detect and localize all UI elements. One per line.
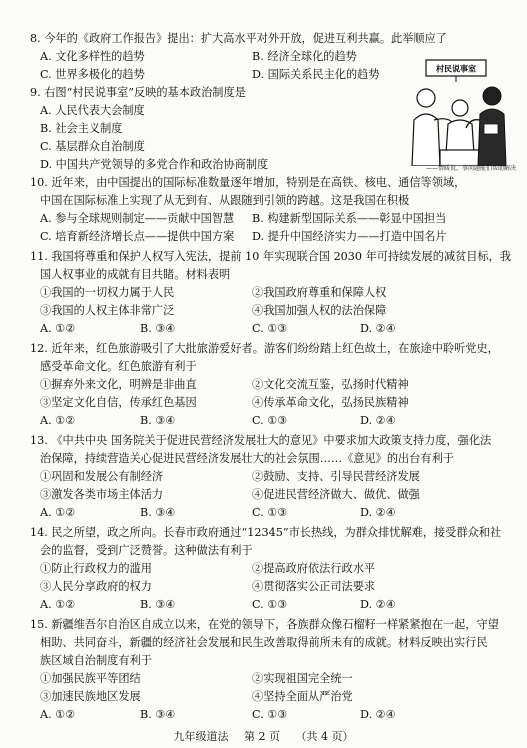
q11-item-3: ③我国的人权主体非常广泛 [40, 304, 175, 317]
q8-option-d: D. 国际关系民主化的趋势 [252, 68, 380, 81]
q11-item-2: ②我国政府尊重和保障人权 [252, 286, 387, 299]
footer-page: 第 2 页 [244, 730, 280, 743]
question-14-stem-2: 会的监督，受到广泛赞誉。这种做法有利于 [40, 544, 253, 557]
question-12-stem-1: 12. 近年来，红色旅游吸引了大批旅游爱好者。游客们纷纷踏上红色故土，在旅途中聆听党史， [30, 342, 499, 355]
question-8-stem: 8. 今年的《政府工作报告》提出：扩大高水平对外开放，促进互利共赢。此举顺应了 [30, 32, 447, 45]
q15-item-2: ②实现祖国完全统一 [252, 672, 353, 685]
q13-option-b: B. ③④ [140, 506, 176, 519]
q15-item-3: ③加速民族地区发展 [40, 690, 141, 703]
q11-option-d: D. ②④ [360, 322, 396, 335]
q14-item-2: ②提高政府依法行政水平 [252, 562, 376, 575]
question-11-stem-1: 11. 我国将尊重和保护人权写入宪法，提前 10 年实现联合国 2030 年可持续发展的减贫目标，我 [30, 250, 512, 263]
q14-option-b: B. ③④ [140, 598, 176, 611]
illustration-caption: ——情暖说，事问题能们帮助解决 [425, 165, 516, 172]
q15-item-1: ①加强民族平等团结 [40, 672, 141, 685]
q14-item-3: ③人民分享政府的权力 [40, 580, 152, 593]
person-left-head [417, 89, 435, 107]
q12-item-2: ②文化交流互鉴，弘扬时代精神 [252, 378, 409, 391]
question-15-stem-2: 相助、共同奋斗，新疆的经济社会发展和民生改善取得前所未有的成就。材料反映出实行民 [40, 636, 488, 649]
q12-option-d: D. ②④ [360, 414, 396, 427]
q11-item-1: ①我国的一切权力属于人民 [40, 286, 175, 299]
q13-item-3: ③激发各类市场主体活力 [40, 488, 164, 501]
q15-option-c: C. ①③ [252, 708, 288, 721]
footer-grade: 九年级道法 [173, 730, 229, 743]
q15-option-b: B. ③④ [140, 708, 176, 721]
q13-item-4: ④促进民营经济做大、做优、做强 [252, 488, 420, 501]
footer-total: （共 4 页） [295, 730, 354, 743]
q11-item-4: ④我国加强人权的法治保障 [252, 304, 387, 317]
question-10-stem-1: 10. 近年来，由中国提出的国际标准数量逐年增加，特别是在高铁、核电、通信等领域， [30, 176, 466, 189]
q12-option-b: B. ③④ [140, 414, 176, 427]
village-talk-room-illustration [404, 58, 514, 166]
q8-option-c: C. 世界多极化的趋势 [40, 68, 145, 81]
table [440, 150, 484, 166]
question-10-stem-2: 中国在国际标准上实现了从无到有、从跟随到引领的跨越。这是我国在积极 [40, 194, 410, 207]
q14-item-4: ④贯彻落实公正司法要求 [252, 580, 376, 593]
question-15-stem-3: 族区域自治制度有利于 [40, 654, 152, 667]
q12-option-a: A. ①② [40, 414, 76, 427]
q12-item-1: ①摒弃外来文化，明辨是非曲直 [40, 378, 197, 391]
q15-option-d: D. ②④ [360, 708, 396, 721]
q13-option-c: C. ①③ [252, 506, 288, 519]
q15-option-a: A. ①② [40, 708, 76, 721]
question-13-stem-1: 13. 《中共中央 国务院关于促进民营经济发展壮大的意见》中要求加大政策支持力度，强化法 [30, 434, 492, 447]
q10-option-a: A. 参与全球规则制定——贡献中国智慧 [40, 212, 235, 225]
q12-item-4: ④传承革命文化，弘扬民族精神 [252, 396, 409, 409]
page-footer [0, 728, 527, 744]
q14-option-d: D. ②④ [360, 598, 396, 611]
q15-item-4: ④坚持全面从严治党 [252, 690, 353, 703]
q13-option-d: D. ②④ [360, 506, 396, 519]
question-9-stem: 9. 右图“村民说事室”反映的基本政治制度是 [30, 86, 246, 99]
person-middle-head [452, 100, 468, 116]
person-middle-body [446, 120, 474, 154]
q9-option-a: A. 人民代表大会制度 [40, 104, 145, 117]
q9-option-d: D. 中国共产党领导的多党合作和政治协商制度 [40, 158, 269, 171]
person-left-body [412, 114, 440, 166]
q14-option-c: C. ①③ [252, 598, 288, 611]
q11-option-b: B. ③④ [140, 322, 176, 335]
q13-option-a: A. ①② [40, 506, 76, 519]
q11-option-c: C. ①③ [252, 322, 288, 335]
q8-option-a: A. 文化多样性的趋势 [40, 50, 145, 63]
question-13-stem-2: 治保障，持续营造关心促进民营经济发展壮大的社会氛围……《意见》的出台有利于 [40, 452, 454, 465]
q10-option-c: C. 培育新经济增长点——提供中国方案 [40, 230, 235, 243]
q10-option-b: B. 构建新型国际关系——彰显中国担当 [252, 212, 447, 225]
q11-option-a: A. ①② [40, 322, 76, 335]
person-right-head [483, 87, 501, 105]
question-12-stem-2: 感受革命文化。红色旅游有利于 [40, 360, 197, 373]
q13-item-1: ①巩固和发展公有制经济 [40, 470, 164, 483]
q10-option-d: D. 提升中国经济实力——打造中国名片 [252, 230, 447, 243]
q12-item-3: ③坚定文化自信，传承红色基因 [40, 396, 197, 409]
question-15-stem-1: 15. 新疆维吾尔自治区自成立以来，在党的领导下，各族群众像石榴籽一样紧紧抱在一起，守望 [30, 618, 499, 631]
q9-option-c: C. 基层群众自治制度 [40, 140, 145, 153]
q14-item-1: ①防止行政权力的滥用 [40, 562, 152, 575]
q12-option-c: C. ①③ [252, 414, 288, 427]
q9-option-b: B. 社会主义制度 [40, 122, 123, 135]
q14-option-a: A. ①② [40, 598, 76, 611]
sign-text: 村民说事室 [436, 64, 476, 74]
person-right-body [478, 109, 506, 166]
question-11-stem-2: 国人权事业的成就有目共睹。材料表明 [40, 268, 231, 281]
q13-item-2: ②鼓励、支持、引导民营经济发展 [252, 470, 420, 483]
question-14-stem-1: 14. 民之所望，政之所向。长春市政府通过“12345”市长热线，为群众排忧解难，接受群众和社 [30, 526, 502, 539]
q8-option-b: B. 经济全球化的趋势 [252, 50, 357, 63]
